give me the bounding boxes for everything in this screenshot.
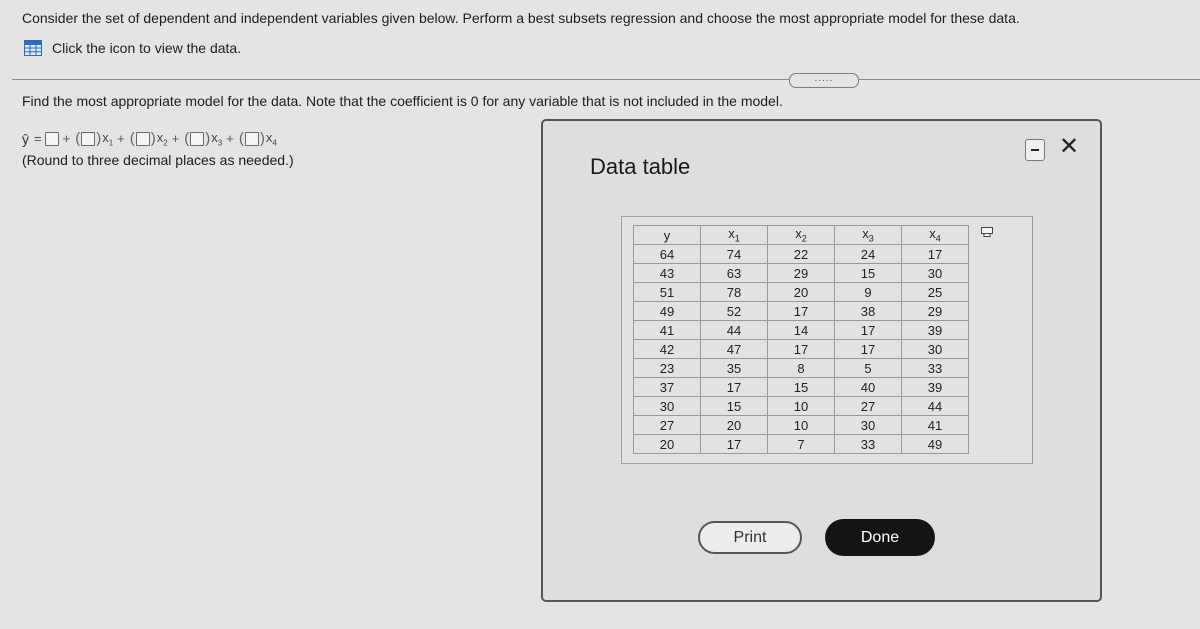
table-cell: 33 <box>902 359 969 378</box>
table-cell: 24 <box>835 245 902 264</box>
table-cell: 17 <box>768 302 835 321</box>
table-row <box>634 302 969 321</box>
table-cell: 20 <box>768 283 835 302</box>
question-text: Consider the set of dependent and independent variables given below. Perform a best subsets regression and choose the most appropriate model for these data. <box>22 10 1020 26</box>
table-row <box>634 435 969 454</box>
table-cell: 63 <box>701 264 768 283</box>
table-cell: 49 <box>902 435 969 454</box>
minimize-icon <box>1031 149 1039 151</box>
table-header-row <box>634 226 969 245</box>
table-cell: 44 <box>902 397 969 416</box>
table-cell: 8 <box>768 359 835 378</box>
variable-x2: $x_2$ <box>156 130 168 148</box>
table-cell: 51 <box>634 283 701 302</box>
table-cell: 30 <box>634 397 701 416</box>
table-cell: 52 <box>701 302 768 321</box>
table-cell: 17 <box>835 321 902 340</box>
plus-sign: + <box>226 131 234 147</box>
intercept-input[interactable] <box>45 132 59 146</box>
paren-close: ) <box>205 130 211 148</box>
table-cell: 27 <box>835 397 902 416</box>
table-row <box>634 359 969 378</box>
table-row <box>634 245 969 264</box>
table-cell: 40 <box>835 378 902 397</box>
regression-equation <box>22 130 277 148</box>
table-cell: 15 <box>835 264 902 283</box>
data-table-dialog <box>541 119 1102 602</box>
column-header-x1: $x_1$ <box>701 226 768 245</box>
table-cell: 17 <box>902 245 969 264</box>
done-button[interactable]: Done <box>825 519 935 556</box>
table-cell: 5 <box>835 359 902 378</box>
table-cell: 33 <box>835 435 902 454</box>
table-cell: 27 <box>634 416 701 435</box>
table-cell: 10 <box>768 416 835 435</box>
column-header-x3: $x_3$ <box>835 226 902 245</box>
table-cell: 37 <box>634 378 701 397</box>
plus-sign: + <box>117 131 125 147</box>
table-cell: 20 <box>701 416 768 435</box>
view-data-link[interactable] <box>24 40 241 56</box>
table-row <box>634 264 969 283</box>
table-cell: 39 <box>902 321 969 340</box>
table-cell: 15 <box>768 378 835 397</box>
view-data-label[interactable]: Click the icon to view the data. <box>52 40 242 56</box>
table-cell: 41 <box>902 416 969 435</box>
table-cell: 38 <box>835 302 902 321</box>
table-cell: 39 <box>902 378 969 397</box>
table-cell: 29 <box>768 264 835 283</box>
table-cell: 14 <box>768 321 835 340</box>
coefficient-x2-input[interactable] <box>136 132 150 146</box>
table-row <box>634 416 969 435</box>
data-table-panel <box>621 216 1033 464</box>
minimize-button[interactable] <box>1025 139 1045 161</box>
paren-open: ( <box>129 130 135 148</box>
rounding-note: (Round to three decimal places as needed.) <box>22 152 294 168</box>
table-cell: 20 <box>634 435 701 454</box>
paren-open: ( <box>75 130 81 148</box>
data-table <box>633 225 969 454</box>
instructions-text: Find the most appropriate model for the data. Note that the coefficient is 0 for any variable that is not included in the model. <box>22 93 783 109</box>
table-row <box>634 283 969 302</box>
paren-open: ( <box>238 130 244 148</box>
table-grid-icon[interactable] <box>24 40 42 56</box>
table-cell: 47 <box>701 340 768 359</box>
table-cell: 42 <box>634 340 701 359</box>
table-cell: 64 <box>634 245 701 264</box>
coefficient-x1-input[interactable] <box>81 132 95 146</box>
table-row <box>634 378 969 397</box>
equals-sign: = <box>34 131 42 147</box>
table-cell: 30 <box>902 340 969 359</box>
coefficient-x3-input[interactable] <box>190 132 204 146</box>
variable-x3: $x_3$ <box>211 130 223 148</box>
table-row <box>634 321 969 340</box>
table-cell: 43 <box>634 264 701 283</box>
table-cell: 30 <box>835 416 902 435</box>
table-cell: 17 <box>701 435 768 454</box>
variable-x1: $x_1$ <box>102 130 114 148</box>
table-cell: 74 <box>701 245 768 264</box>
close-icon[interactable]: ✕ <box>1059 133 1080 160</box>
table-row <box>634 340 969 359</box>
coefficient-x4-input[interactable] <box>245 132 259 146</box>
table-cell: 10 <box>768 397 835 416</box>
paren-close: ) <box>96 130 102 148</box>
column-header-x2: $x_2$ <box>768 226 835 245</box>
table-row <box>634 397 969 416</box>
table-cell: 15 <box>701 397 768 416</box>
table-cell: 35 <box>701 359 768 378</box>
expand-button[interactable]: ..... <box>789 73 859 88</box>
table-cell: 25 <box>902 283 969 302</box>
paren-close: ) <box>259 130 265 148</box>
table-cell: 23 <box>634 359 701 378</box>
table-cell: 17 <box>701 378 768 397</box>
table-cell: 29 <box>902 302 969 321</box>
table-cell: 17 <box>835 340 902 359</box>
table-cell: 22 <box>768 245 835 264</box>
dialog-title: Data table <box>590 154 691 179</box>
variable-x4: $x_4$ <box>265 130 277 148</box>
plus-sign: + <box>62 131 71 147</box>
table-cell: 41 <box>634 321 701 340</box>
table-cell: 49 <box>634 302 701 321</box>
copy-icon[interactable] <box>981 227 993 237</box>
table-cell: 17 <box>768 340 835 359</box>
table-cell: 30 <box>902 264 969 283</box>
table-cell: 9 <box>835 283 902 302</box>
paren-open: ( <box>184 130 190 148</box>
plus-sign: + <box>171 131 180 147</box>
column-header-y: y <box>634 226 701 245</box>
section-divider <box>12 79 1200 80</box>
table-cell: 7 <box>768 435 835 454</box>
table-cell: 44 <box>701 321 768 340</box>
y-hat-symbol: ŷ <box>22 130 29 147</box>
column-header-x4: $x_4$ <box>902 226 969 245</box>
paren-close: ) <box>150 130 156 148</box>
table-cell: 78 <box>701 283 768 302</box>
print-button[interactable]: Print <box>698 521 802 554</box>
